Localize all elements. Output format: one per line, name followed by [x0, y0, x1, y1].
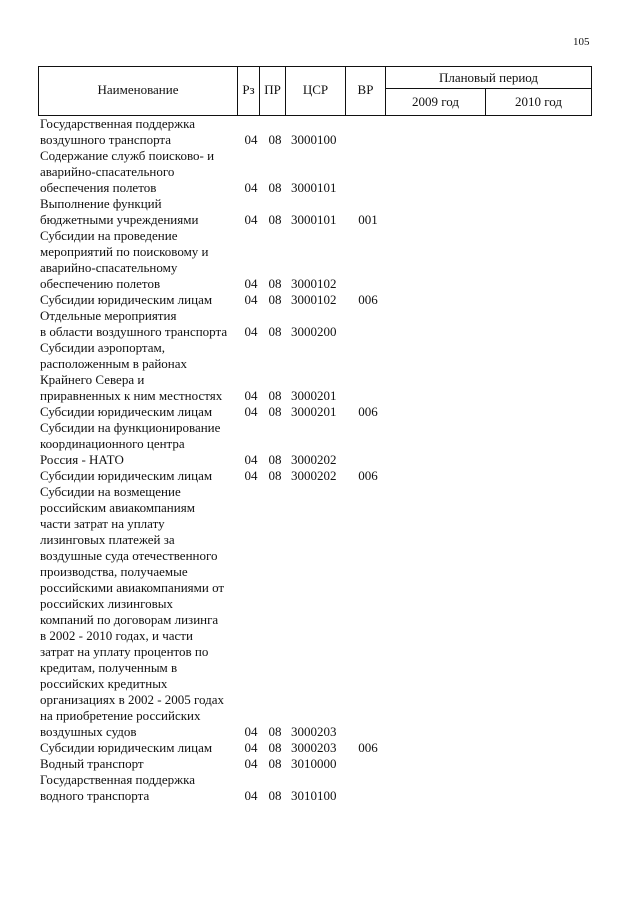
row-csr: 3000203: [291, 740, 337, 755]
row-name: [40, 292, 240, 308]
row-name-line: российским авиакомпаниям: [40, 500, 195, 515]
row-rz: 04: [244, 756, 258, 771]
row-name-line: Субсидии юридическим лицам: [40, 740, 213, 755]
row-rz: 04: [244, 292, 258, 307]
row-vr: 001: [358, 212, 378, 227]
row-name-line: кредитам, полученным в: [40, 660, 178, 675]
header-pr-cell: [259, 67, 285, 115]
row-name-line: расположенным в районах: [40, 356, 188, 371]
row-pr: 08: [268, 468, 282, 483]
row-pr: 08: [268, 788, 282, 803]
row-name-line: Субсидии юридическим лицам: [40, 468, 213, 483]
row-name: [40, 468, 240, 484]
row-csr: 3000101: [291, 212, 337, 227]
row-csr: 3000101: [291, 180, 337, 195]
row-name-line: российских кредитных: [40, 676, 168, 691]
header-vr-cell: [345, 67, 385, 115]
row-name-line: Государственная поддержка: [40, 772, 196, 787]
row-name: [40, 772, 240, 804]
row-csr: 3000102: [291, 276, 337, 291]
row-name-line: координационного центра: [40, 436, 185, 451]
header-vr: ВР: [357, 82, 374, 97]
row-pr: 08: [268, 292, 282, 307]
row-csr: 3000102: [291, 292, 337, 307]
row-rz: 04: [244, 276, 258, 291]
row-rz: 04: [244, 388, 258, 403]
header-period-cell: [385, 67, 591, 89]
row-name: [40, 148, 240, 196]
row-pr: 08: [268, 132, 282, 147]
row-name: [40, 228, 240, 292]
row-rz: 04: [244, 468, 258, 483]
row-name-line: Субсидии юридическим лицам: [40, 404, 213, 419]
row-rz: 04: [244, 404, 258, 419]
row-pr: 08: [268, 180, 282, 195]
row-name-line: лизинговых платежей за: [40, 532, 175, 547]
row-name-line: приравненных к ним местностях: [40, 388, 223, 403]
row-name-line: Содержание служб поисково- и: [40, 148, 215, 163]
header-name: Наименование: [97, 82, 179, 97]
header-rz-cell: [237, 67, 259, 115]
row-pr: 08: [268, 324, 282, 339]
row-pr: 08: [268, 724, 282, 739]
row-name-line: в 2002 - 2010 годах, и части: [40, 628, 193, 643]
table-header: [38, 66, 592, 116]
row-pr: 08: [268, 452, 282, 467]
row-name-line: производства, получаемые: [40, 564, 188, 579]
row-rz: 04: [244, 324, 258, 339]
header-2010: 2010 год: [515, 94, 562, 109]
row-name-line: аварийно-спасательного: [40, 164, 175, 179]
row-name-line: Субсидии аэропортам,: [40, 340, 166, 355]
row-csr: 3010100: [291, 788, 337, 803]
row-name-line: компаний по договорам лизинга: [40, 612, 219, 627]
row-rz: 04: [244, 788, 258, 803]
header-pr: ПР: [264, 82, 281, 97]
header-name-cell: [39, 67, 237, 115]
row-name-line: аварийно-спасательному: [40, 260, 178, 275]
row-csr: 3000100: [291, 132, 337, 147]
row-name: [40, 404, 240, 420]
row-name-line: обеспечения полетов: [40, 180, 157, 195]
row-name: [40, 116, 240, 148]
row-name-line: Выполнение функций: [40, 196, 162, 211]
row-name-line: воздушных судов: [40, 724, 137, 739]
row-name-line: на приобретение российских: [40, 708, 201, 723]
row-name-line: мероприятий по поисковому и: [40, 244, 209, 259]
row-csr: 3000202: [291, 452, 337, 467]
row-pr: 08: [268, 756, 282, 771]
row-pr: 08: [268, 388, 282, 403]
row-name: [40, 740, 240, 756]
row-name: [40, 196, 240, 228]
header-csr: ЦСР: [302, 82, 329, 97]
row-name-line: российскими авиакомпаниями от: [40, 580, 225, 595]
header-2010-cell: [485, 89, 591, 115]
row-name-line: бюджетными учреждениями: [40, 212, 199, 227]
row-pr: 08: [268, 276, 282, 291]
row-rz: 04: [244, 212, 258, 227]
row-pr: 08: [268, 740, 282, 755]
row-name-line: Отдельные мероприятия: [40, 308, 177, 323]
row-rz: 04: [244, 180, 258, 195]
row-name-line: российских лизинговых: [40, 596, 173, 611]
row-pr: 08: [268, 404, 282, 419]
row-name-line: организациях в 2002 - 2005 годах: [40, 692, 225, 707]
row-name-line: Государственная поддержка: [40, 116, 196, 131]
row-vr: 006: [358, 468, 378, 483]
row-name: [40, 340, 240, 404]
row-name-line: водного транспорта: [40, 788, 150, 803]
header-csr-cell: [285, 67, 345, 115]
row-name-line: воздушные суда отечественного: [40, 548, 218, 563]
row-vr: 006: [358, 292, 378, 307]
header-2009-cell: [385, 89, 485, 115]
row-name-line: затрат на уплату процентов по: [40, 644, 209, 659]
header-period: Плановый период: [438, 70, 539, 85]
row-name-line: Водный транспорт: [40, 756, 144, 771]
row-name-line: Россия - НАТО: [40, 452, 124, 467]
row-name: [40, 420, 240, 468]
row-vr: 006: [358, 404, 378, 419]
row-csr: 3000201: [291, 404, 337, 419]
row-vr: 006: [358, 740, 378, 755]
row-csr: 3000200: [291, 324, 337, 339]
row-csr: 3010000: [291, 756, 337, 771]
row-name-line: Субсидии на функционирование: [40, 420, 221, 435]
row-name-line: Крайнего Севера и: [40, 372, 145, 387]
row-name-line: обеспечению полетов: [40, 276, 161, 291]
row-name-line: Субсидии на возмещение: [40, 484, 181, 499]
row-rz: 04: [244, 724, 258, 739]
row-name: [40, 308, 240, 340]
header-rz: Рз: [242, 82, 255, 97]
row-name-line: Субсидии юридическим лицам: [40, 292, 213, 307]
row-name-line: части затрат на уплату: [40, 516, 165, 531]
row-name-line: в области воздушного транспорта: [40, 324, 228, 339]
row-rz: 04: [244, 740, 258, 755]
row-name: [40, 756, 240, 772]
page-number: 105: [573, 36, 590, 48]
row-name-line: Субсидии на проведение: [40, 228, 178, 243]
row-csr: 3000203: [291, 724, 337, 739]
row-name: [40, 484, 240, 740]
row-rz: 04: [244, 132, 258, 147]
row-csr: 3000202: [291, 468, 337, 483]
row-rz: 04: [244, 452, 258, 467]
row-csr: 3000201: [291, 388, 337, 403]
row-pr: 08: [268, 212, 282, 227]
row-name-line: воздушного транспорта: [40, 132, 172, 147]
header-2009: 2009 год: [412, 94, 459, 109]
